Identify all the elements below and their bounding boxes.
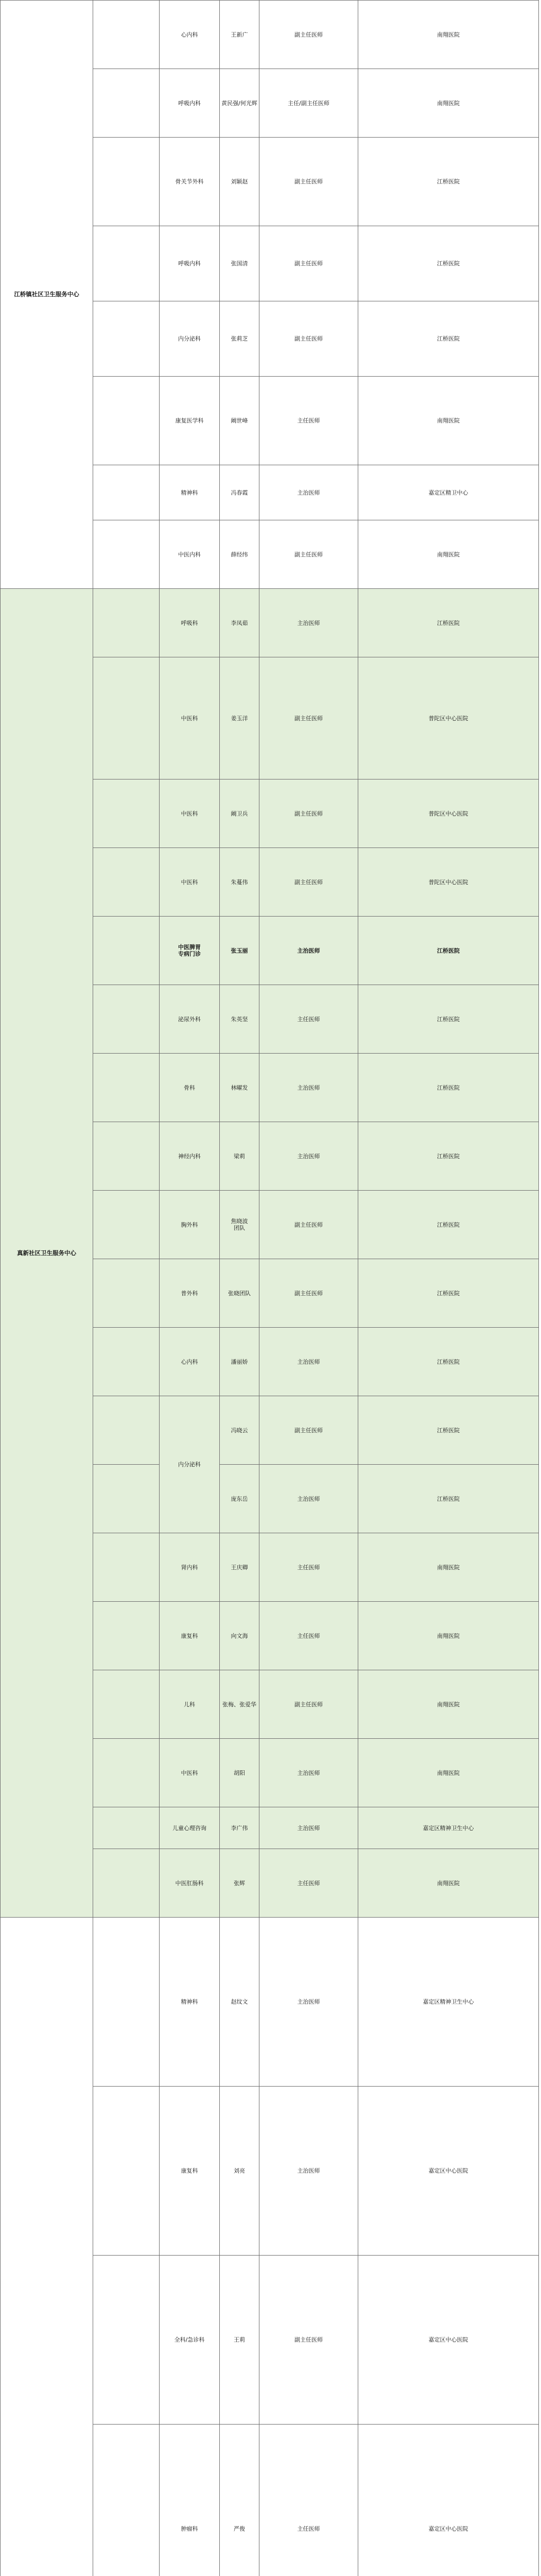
department-cell: 中医科 [160,779,220,848]
doctor-cell: 李凤茹 [220,589,259,657]
title-cell: 主任医师 [259,1533,358,1602]
schedule-body [1,1,539,2576]
hospital-cell: 江桥医院 [358,985,539,1054]
title-cell: 主治医师 [259,1328,358,1396]
blank-cell [93,848,160,917]
hospital-cell: 南翔医院 [358,1849,539,1918]
doctor-cell: 向文海 [220,1602,259,1670]
doctor-cell: 黄民强/何光辉 [220,69,259,138]
hospital-cell: 江桥医院 [358,226,539,301]
hospital-cell: 南翔医院 [358,1,539,69]
doctor-cell: 王庆卿 [220,1533,259,1602]
doctor-cell: 阚世峰 [220,377,259,465]
title-cell: 副主任医师 [259,520,358,589]
blank-cell [93,520,160,589]
doctor-cell: 胡阳 [220,1739,259,1807]
doctor-cell: 王莉 [220,2256,259,2425]
title-cell: 主治医师 [259,465,358,520]
title-cell: 主治医师 [259,1122,358,1191]
department-cell: 全科/急诊科 [160,2256,220,2425]
hospital-cell: 普陀区中心医院 [358,657,539,779]
doctor-cell: 庞东岳 [220,1465,259,1533]
title-cell: 副主任医师 [259,2256,358,2425]
department-cell: 中医科 [160,1739,220,1807]
community-name-cell: 真新社区卫生服务中心 [1,589,93,1918]
department-cell: 肾内科 [160,1533,220,1602]
title-cell: 主任医师 [259,2425,358,2576]
doctor-cell: 张国清 [220,226,259,301]
blank-cell [93,1807,160,1849]
title-cell: 主任/副主任医师 [259,69,358,138]
blank-cell [93,1465,160,1533]
hospital-cell: 江桥医院 [358,1465,539,1533]
hospital-cell: 普陀区中心医院 [358,779,539,848]
title-cell: 副主任医师 [259,226,358,301]
title-cell: 副主任医师 [259,657,358,779]
hospital-cell: 江桥医院 [358,1396,539,1465]
title-cell: 主治医师 [259,1918,358,2087]
department-cell: 儿童心理咨询 [160,1807,220,1849]
blank-cell [93,779,160,848]
doctor-cell: 林曜发 [220,1054,259,1122]
title-cell: 主任医师 [259,1849,358,1918]
blank-cell [93,917,160,985]
doctor-cell: 冯春霞 [220,465,259,520]
hospital-cell: 嘉定区精神卫生中心 [358,1918,539,2087]
doctor-cell: 李广伟 [220,1807,259,1849]
department-cell: 骨关节外科 [160,138,220,226]
blank-cell [93,2256,160,2425]
doctor-cell: 张玉丽 [220,917,259,985]
title-cell: 主治医师 [259,1739,358,1807]
doctor-cell: 阚卫兵 [220,779,259,848]
hospital-cell: 江桥医院 [358,1191,539,1259]
hospital-cell: 江桥医院 [358,1054,539,1122]
doctor-cell: 刘亮 [220,2087,259,2256]
title-cell: 副主任医师 [259,301,358,377]
blank-cell [93,1259,160,1328]
department-cell: 康复科 [160,2087,220,2256]
blank-cell [93,2425,160,2576]
department-cell: 中医肛肠科 [160,1849,220,1918]
department-cell: 中医内科 [160,520,220,589]
hospital-cell: 南翔医院 [358,69,539,138]
community-name-cell [1,1918,93,2576]
department-cell: 中医科 [160,848,220,917]
blank-cell [93,1849,160,1918]
hospital-cell: 南翔医院 [358,520,539,589]
community-name-cell: 江桥镇社区卫生服务中心 [1,1,93,589]
department-cell: 精神科 [160,1918,220,2087]
department-cell: 呼吸内科 [160,69,220,138]
title-cell: 主治医师 [259,2087,358,2256]
blank-cell [93,377,160,465]
title-cell: 主任医师 [259,985,358,1054]
blank-cell [93,465,160,520]
hospital-cell: 嘉定区中心医院 [358,2256,539,2425]
hospital-cell: 江桥医院 [358,138,539,226]
blank-cell [93,226,160,301]
department-cell: 康复科 [160,1602,220,1670]
doctor-cell: 王新广 [220,1,259,69]
title-cell: 主治医师 [259,1807,358,1849]
department-cell: 普外科 [160,1259,220,1328]
title-cell: 副主任医师 [259,1,358,69]
blank-cell [93,1328,160,1396]
table-row [1,589,539,657]
department-cell: 呼吸科 [160,589,220,657]
doctor-cell: 焦晓波 团队 [220,1191,259,1259]
title-cell: 副主任医师 [259,1670,358,1739]
title-cell: 副主任医师 [259,1259,358,1328]
department-cell: 泌尿外科 [160,985,220,1054]
doctor-cell: 严俊 [220,2425,259,2576]
hospital-cell: 嘉定区中心医院 [358,2425,539,2576]
department-cell: 儿科 [160,1670,220,1739]
hospital-cell: 江桥医院 [358,1122,539,1191]
department-cell: 呼吸内科 [160,226,220,301]
hospital-cell: 南翔医院 [358,377,539,465]
blank-cell [93,985,160,1054]
department-cell: 内分泌科 [160,1396,220,1533]
hospital-cell: 南翔医院 [358,1602,539,1670]
hospital-cell: 江桥医院 [358,1259,539,1328]
blank-cell [93,1739,160,1807]
doctor-cell: 朱蔓伟 [220,848,259,917]
doctor-cell: 张辉 [220,1849,259,1918]
department-cell: 心内科 [160,1,220,69]
doctor-cell: 刘颖赵 [220,138,259,226]
blank-cell [93,1533,160,1602]
hospital-cell: 嘉定区精卫中心 [358,465,539,520]
title-cell: 主治医师 [259,917,358,985]
title-cell: 副主任医师 [259,779,358,848]
hospital-cell: 江桥医院 [358,301,539,377]
title-cell: 副主任医师 [259,848,358,917]
title-cell: 副主任医师 [259,1396,358,1465]
title-cell: 主任医师 [259,1602,358,1670]
blank-cell [93,2087,160,2256]
department-cell: 内分泌科 [160,301,220,377]
blank-cell [93,1,160,69]
blank-cell [93,657,160,779]
hospital-cell: 江桥医院 [358,589,539,657]
doctor-cell: 冯晓云 [220,1396,259,1465]
title-cell: 主任医师 [259,377,358,465]
doctor-cell: 张莉芝 [220,301,259,377]
table-row [1,1,539,69]
department-cell: 精神科 [160,465,220,520]
hospital-cell: 江桥医院 [358,917,539,985]
hospital-cell: 嘉定区中心医院 [358,2087,539,2256]
title-cell: 主治医师 [259,1054,358,1122]
blank-cell [93,1122,160,1191]
department-cell: 肿瘤科 [160,2425,220,2576]
doctor-cell: 张晓团队 [220,1259,259,1328]
blank-cell [93,1191,160,1259]
hospital-cell: 南翔医院 [358,1533,539,1602]
doctor-cell: 姜玉洋 [220,657,259,779]
doctor-cell: 薛经纬 [220,520,259,589]
blank-cell [93,1918,160,2087]
title-cell: 副主任医师 [259,138,358,226]
blank-cell [93,138,160,226]
department-cell: 胸外科 [160,1191,220,1259]
table-row [1,1918,539,2087]
title-cell: 主治医师 [259,1465,358,1533]
hospital-cell: 南翔医院 [358,1739,539,1807]
blank-cell [93,1670,160,1739]
department-cell: 神经内科 [160,1122,220,1191]
hospital-cell: 南翔医院 [358,1670,539,1739]
title-cell: 副主任医师 [259,1191,358,1259]
hospital-cell: 普陀区中心医院 [358,848,539,917]
department-cell: 骨科 [160,1054,220,1122]
title-cell: 主治医师 [259,589,358,657]
blank-cell [93,1602,160,1670]
hospital-cell: 江桥医院 [358,1328,539,1396]
doctor-cell: 潘丽娇 [220,1328,259,1396]
doctor-cell: 张梅、张爱华 [220,1670,259,1739]
blank-cell [93,1396,160,1465]
department-cell: 康复医学科 [160,377,220,465]
department-cell: 心内科 [160,1328,220,1396]
blank-cell [93,301,160,377]
department-cell: 中医脾胃 专病门诊 [160,917,220,985]
blank-cell [93,589,160,657]
blank-cell [93,1054,160,1122]
doctor-cell: 梁莉 [220,1122,259,1191]
blank-cell [93,69,160,138]
department-cell: 中医科 [160,657,220,779]
doctor-cell: 赵纹文 [220,1918,259,2087]
hospital-cell: 嘉定区精神卫生中心 [358,1807,539,1849]
doctor-cell: 朱英坚 [220,985,259,1054]
